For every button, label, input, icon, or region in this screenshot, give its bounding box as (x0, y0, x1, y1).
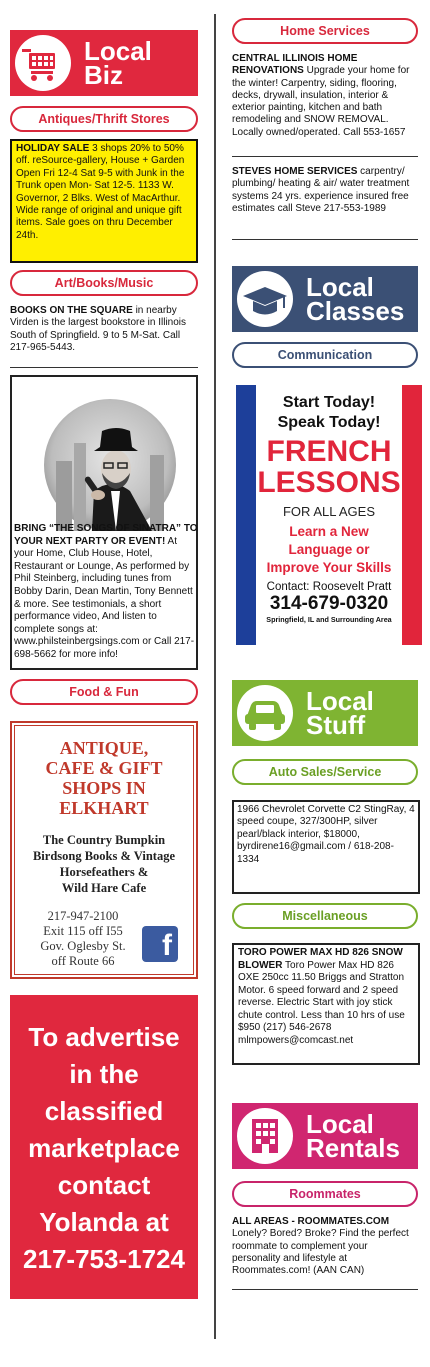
ad-title: HOLIDAY SALE (16, 143, 90, 154)
category-auto-sales-service[interactable] (232, 759, 418, 785)
french-lessons-ad (236, 385, 422, 645)
french-line1: Start Today! (282, 394, 376, 411)
elkhart-ad (10, 721, 198, 979)
banner-line2: Classes (306, 296, 405, 326)
shopping-cart-icon (10, 30, 76, 96)
category-art-books-music[interactable] (10, 270, 198, 296)
french-area: Springfield, IL and Surrounding Area (266, 615, 392, 624)
central-illinois-ad (232, 53, 418, 139)
ad-title: ALL AREAS - ROOMMATES.COM (232, 1216, 390, 1227)
contact-line: 217-947-2100 (47, 909, 119, 923)
books-on-the-square-ad (10, 305, 200, 354)
ad-body: At your Home, Club House, Hotel, Restaurant or Lounge, As performed by Phil Steinberg, including tunes from Bobby Darin, Dean Martin, Tony Bennett & more. See testimonials, a short performance video, And listen to complete songs at: www.philsteinbergsings.com or Call 217-698-5662 for more info! (14, 535, 195, 660)
local-stuff-banner (232, 680, 418, 746)
learn-line: Improve Your Skills (266, 560, 392, 575)
pill-label: Home Services (280, 24, 370, 38)
pill-label: Food & Fun (69, 685, 139, 699)
fb-glyph: f (162, 929, 172, 962)
french-big2: LESSONS (257, 466, 401, 499)
headline-line: ANTIQUE, (59, 738, 149, 758)
building-icon (232, 1103, 298, 1169)
pill-label: Communication (277, 348, 373, 362)
local-classes-banner (232, 266, 418, 332)
banner-line1: Local (306, 1109, 374, 1139)
pill-label: Roommates (289, 1187, 361, 1201)
advertise-line: classified (44, 1096, 164, 1126)
banner-line2: Biz (84, 60, 123, 90)
headline-line: SHOPS IN (62, 778, 146, 798)
elkhart-headline (15, 738, 193, 818)
car-icon (232, 680, 298, 746)
elkhart-contact (28, 909, 138, 969)
learn-line: Learn a New (289, 524, 369, 539)
ad-body: in nearby Virden is the largest bookstore in Illinois South of Springfield. 9 to 5 M-Sat. Call 217-965-5443. (10, 305, 187, 353)
ad-body: carpentry/ plumbing/ heating & air/ water treatment systems 24 yrs. experience insured free estimates call Steve 217-553-1989 (232, 166, 410, 214)
elkhart-shops (15, 832, 193, 896)
french-big1: FRENCH (266, 435, 392, 468)
pill-label: Antiques/Thrift Stores (38, 112, 170, 126)
flag-red-stripe (402, 385, 422, 645)
separator (232, 1289, 418, 1290)
holiday-sale-ad (10, 139, 198, 263)
french-ages: FOR ALL AGES (282, 504, 375, 519)
ad-title: TORO POWER MAX HD 826 SNOW BLOWER (238, 947, 403, 971)
advertise-line: marketplace (28, 1133, 180, 1163)
ad-body: Lonely? Bored? Broke? Find the perfect roommate to complement your personality and lifestyle at Roommates.com! (AAN CAN) (232, 1228, 409, 1277)
ad-title: BRING “THE SONGS OF SINATRA” TO YOUR NEXT PARTY OR EVENT! (14, 523, 198, 547)
graduation-cap-icon (232, 266, 298, 332)
shop-line: Birdsong Books & Vintage (32, 849, 176, 863)
shop-line: Horsefeathers & (59, 865, 149, 879)
french-line2: Speak Today! (277, 414, 381, 431)
sinatra-ad (10, 375, 198, 670)
banner-line1: Local (306, 272, 374, 302)
category-roommates[interactable] (232, 1181, 418, 1207)
contact-line: Exit 115 off I55 (43, 924, 123, 938)
ad-body: 1966 Chevrolet Corvette C2 StingRay, 4 speed coupe, 327/300HP, silver pearl/black interior, $18000, byrdirene16@gmail.com / 618-208-1334 (237, 804, 415, 865)
facebook-icon[interactable] (142, 926, 178, 962)
advertise-line: contact (57, 1170, 151, 1200)
advertise-line: in the (69, 1059, 139, 1089)
column-divider (214, 14, 216, 1339)
ad-title: CENTRAL ILLINOIS HOME RENOVATIONS (232, 53, 358, 77)
advertise-box (10, 995, 198, 1299)
ad-title: BOOKS ON THE SQUARE (10, 305, 133, 316)
ad-body: Upgrade your home for the winter! Carpentry, siding, flooring, decks, drywall, insulation, interior & exterior painting, kitchen and bath remodeling and SNOW REMOVAL. Locally owned/operated. Call 553-1657 (232, 65, 410, 138)
category-food-fun[interactable] (10, 679, 198, 705)
pill-label: Miscellaneous (282, 909, 368, 923)
shop-line: The Country Bumpkin (42, 833, 166, 847)
french-learn (256, 523, 402, 577)
banner-line1: Local (306, 686, 374, 716)
separator (232, 156, 418, 157)
ad-body: Toro Power Max HD 826 OXE 250cc 11.50 Briggs and Stratton Motor. 6 speed forward and 2 speed reverse. Electric Start with joy stick chute control. Less than 10 hrs of use $950 (217) 546-2678 mlmpowers@comcast.net (238, 959, 405, 1046)
category-home-services[interactable] (232, 18, 418, 44)
banner-line2: Stuff (306, 710, 366, 740)
singer-photo (32, 391, 182, 531)
advertise-line: Yolanda at (39, 1207, 169, 1237)
flag-blue-stripe (236, 385, 256, 645)
ad-body: 3 shops 20% to 50% off. reSource-gallery, House + Garden Open Fri 12-4 Sat 9-5 with Junk in the Trunk open Mon- Sat 12-5. 1133 W. Governor, 2 Blks. West of MacArthur. Wide range of original and unique gift items. Sale goes on thru December 24th. (16, 143, 185, 241)
separator (232, 239, 418, 240)
contact-line: Gov. Oglesby St. (40, 939, 126, 953)
roommates-ad (232, 1216, 418, 1277)
separator (10, 367, 198, 368)
pill-label: Auto Sales/Service (268, 765, 382, 779)
category-miscellaneous[interactable] (232, 903, 418, 929)
banner-line2: Rentals (306, 1133, 400, 1163)
pill-label: Art/Books/Music (54, 276, 154, 290)
french-phone: 314-679-0320 (269, 593, 389, 614)
ad-title: STEVES HOME SERVICES (232, 166, 358, 177)
contact-line: off Route 66 (51, 954, 115, 968)
toro-snow-blower-ad (232, 943, 420, 1065)
corvette-ad (232, 800, 420, 894)
category-communication[interactable] (232, 342, 418, 368)
advertise-line: 217-753-1724 (23, 1244, 185, 1274)
local-rentals-banner (232, 1103, 418, 1169)
learn-line: Language or (288, 542, 370, 557)
headline-line: ELKHART (59, 798, 149, 818)
advertise-line: To advertise (28, 1022, 180, 1052)
shop-line: Wild Hare Cafe (61, 881, 147, 895)
steves-home-services-ad (232, 166, 418, 215)
french-contact: Contact: Roosevelt Pratt (266, 581, 392, 593)
banner-line1: Local (84, 36, 152, 66)
category-antiques-thrift[interactable] (10, 106, 198, 132)
headline-line: CAFE & GIFT (45, 758, 163, 778)
local-biz-banner (10, 30, 198, 96)
